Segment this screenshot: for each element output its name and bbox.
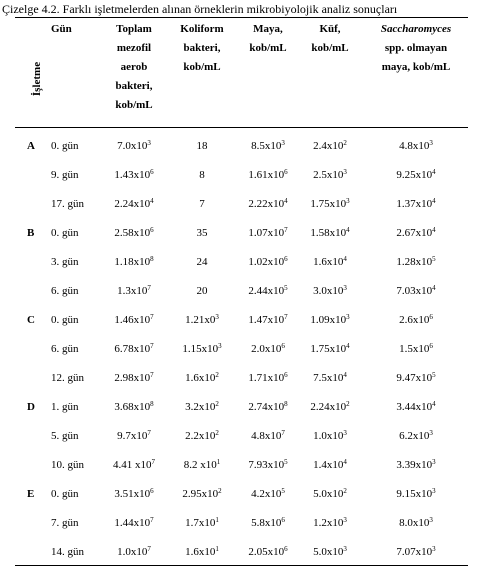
- value-exponent: 3: [432, 487, 436, 495]
- value-base: 1.3x10: [117, 285, 148, 297]
- table-row: [0, 248, 484, 277]
- value-cell: [238, 488, 298, 500]
- value-cell: [102, 256, 166, 268]
- value-cell: [238, 256, 298, 268]
- table-caption: Çizelge 4.2. Farklı işletmelerden alınan örneklerin mikrobiyolojik analiz sonuçları: [2, 2, 398, 16]
- value-cell: [366, 401, 466, 413]
- value-cell: [238, 227, 298, 239]
- value-exponent: 2: [218, 487, 222, 495]
- value-exponent: 6: [429, 313, 433, 321]
- value-base: 2.95x10: [182, 488, 219, 500]
- value-base: 1.6x10: [185, 372, 216, 384]
- value-base: 20: [196, 285, 208, 297]
- value-base: 1.71x10: [248, 372, 285, 384]
- value-cell: [302, 140, 358, 152]
- value-base: 1.75x10: [310, 198, 347, 210]
- value-exponent: 3: [218, 342, 222, 350]
- top-rule: [15, 17, 468, 18]
- value-exponent: 8: [150, 255, 154, 263]
- value-exponent: 4: [343, 255, 347, 263]
- table-row: [0, 393, 484, 422]
- value-exponent: 3: [147, 139, 151, 147]
- value-base: 6.78x10: [114, 343, 151, 355]
- value-cell: [175, 198, 229, 210]
- value-exponent: 2: [215, 429, 219, 437]
- value-cell: [238, 430, 298, 442]
- value-exponent: 7: [284, 313, 288, 321]
- value-exponent: 8: [150, 400, 154, 408]
- value-cell: [102, 401, 166, 413]
- value-base: 9.15x10: [396, 488, 433, 500]
- value-cell: [175, 546, 229, 558]
- value-cell: [366, 285, 466, 297]
- value-base: 4.8x10: [251, 430, 282, 442]
- value-base: 1.6x10: [185, 546, 216, 558]
- value-exponent: 6: [284, 168, 288, 176]
- value-base: 2.74x10: [248, 401, 285, 413]
- header-line: Küf,: [319, 23, 341, 35]
- group-label: D: [27, 401, 35, 413]
- table-row: [0, 335, 484, 364]
- day-cell: 6. gün: [51, 343, 79, 355]
- day-cell: 10. gün: [51, 459, 84, 471]
- value-exponent: 3: [432, 545, 436, 553]
- value-cell: [366, 546, 466, 558]
- value-cell: [302, 256, 358, 268]
- value-exponent: 3: [343, 168, 347, 176]
- value-cell: [366, 372, 466, 384]
- value-exponent: 7: [284, 226, 288, 234]
- value-base: 2.44x10: [248, 285, 285, 297]
- value-exponent: 7: [150, 371, 154, 379]
- group-label: E: [27, 488, 35, 500]
- day-cell: 0. gün: [51, 227, 79, 239]
- value-cell: [102, 430, 166, 442]
- header-non-saccharomyces: [366, 20, 466, 77]
- value-exponent: 4: [343, 458, 347, 466]
- value-exponent: 3: [429, 429, 433, 437]
- group-label: B: [27, 227, 35, 239]
- value-exponent: 3: [343, 545, 347, 553]
- value-base: 1.61x10: [248, 169, 285, 181]
- table-row: [0, 277, 484, 306]
- table-row: [0, 480, 484, 509]
- value-base: 2.4x10: [313, 140, 344, 152]
- value-base: 8: [199, 169, 205, 181]
- value-base: 7.03x10: [396, 285, 433, 297]
- header-line: maya, kob/mL: [381, 61, 451, 73]
- value-exponent: 6: [150, 487, 154, 495]
- value-cell: [175, 314, 229, 326]
- value-base: 3.68x10: [114, 401, 151, 413]
- value-cell: [302, 343, 358, 355]
- header-total-mesophilic: [102, 20, 166, 115]
- value-exponent: 2: [343, 487, 347, 495]
- value-cell: [302, 430, 358, 442]
- value-base: 9.7x10: [117, 430, 148, 442]
- table-row: [0, 161, 484, 190]
- value-cell: [366, 430, 466, 442]
- value-base: 1.21x0: [185, 314, 216, 326]
- value-base: 5.8x10: [251, 517, 282, 529]
- value-exponent: 3: [281, 139, 285, 147]
- value-base: 5.0x10: [313, 546, 344, 558]
- value-base: 8.2 x10: [183, 459, 217, 471]
- value-base: 1.28x10: [396, 256, 433, 268]
- value-exponent: 3: [343, 429, 347, 437]
- header-line: spp. olmayan: [384, 42, 448, 54]
- value-exponent: 4: [284, 197, 288, 205]
- value-cell: [238, 546, 298, 558]
- value-base: 9.25x10: [396, 169, 433, 181]
- value-exponent: 8: [284, 400, 288, 408]
- value-exponent: 1: [215, 545, 219, 553]
- value-base: 1.46x10: [114, 314, 151, 326]
- day-cell: 9. gün: [51, 169, 79, 181]
- value-exponent: 3: [215, 313, 219, 321]
- value-exponent: 6: [281, 516, 285, 524]
- header-gun: Gün: [51, 23, 72, 35]
- value-base: 1.09x10: [310, 314, 347, 326]
- day-cell: 6. gün: [51, 285, 79, 297]
- value-base: 7.0x10: [117, 140, 148, 152]
- value-cell: [175, 256, 229, 268]
- value-cell: [175, 517, 229, 529]
- day-cell: 3. gün: [51, 256, 79, 268]
- value-base: 2.05x10: [248, 546, 285, 558]
- value-base: 1.02x10: [248, 256, 285, 268]
- header-line: kob/mL: [311, 42, 349, 54]
- header-coliform: [175, 20, 229, 77]
- value-cell: [238, 343, 298, 355]
- value-base: 7: [199, 198, 205, 210]
- value-cell: [366, 169, 466, 181]
- value-cell: [302, 459, 358, 471]
- value-cell: [175, 372, 229, 384]
- value-cell: [238, 459, 298, 471]
- value-base: 2.24x10: [310, 401, 347, 413]
- value-cell: [302, 517, 358, 529]
- value-exponent: 6: [429, 342, 433, 350]
- value-base: 2.0x10: [251, 343, 282, 355]
- value-exponent: 4: [346, 226, 350, 234]
- value-base: 1.0x10: [313, 430, 344, 442]
- value-cell: [238, 169, 298, 181]
- value-cell: [238, 140, 298, 152]
- day-cell: 0. gün: [51, 488, 79, 500]
- value-base: 5.0x10: [313, 488, 344, 500]
- value-exponent: 3: [429, 139, 433, 147]
- value-cell: [302, 372, 358, 384]
- value-exponent: 4: [343, 371, 347, 379]
- value-base: 7.93x10: [248, 459, 285, 471]
- group-label: A: [27, 140, 35, 152]
- header-rule: [15, 127, 468, 128]
- value-cell: [366, 459, 466, 471]
- group-label: C: [27, 314, 35, 326]
- value-exponent: 2: [215, 371, 219, 379]
- header-line: kob/mL: [115, 99, 153, 111]
- header-isletme: İşletme: [31, 61, 43, 97]
- value-cell: [366, 343, 466, 355]
- value-exponent: 4: [346, 342, 350, 350]
- day-cell: 0. gün: [51, 140, 79, 152]
- value-base: 3.0x10: [313, 285, 344, 297]
- value-exponent: 4: [432, 197, 436, 205]
- header-mold: [302, 20, 358, 58]
- value-base: 2.22x10: [248, 198, 285, 210]
- value-base: 8.5x10: [251, 140, 282, 152]
- value-cell: [366, 227, 466, 239]
- day-cell: 12. gün: [51, 372, 84, 384]
- value-base: 2.67x10: [396, 227, 433, 239]
- value-exponent: 7: [150, 516, 154, 524]
- header-yeast: [238, 20, 298, 58]
- value-cell: [102, 169, 166, 181]
- value-base: 1.18x10: [114, 256, 151, 268]
- value-exponent: 3: [429, 516, 433, 524]
- table-row: [0, 132, 484, 161]
- value-base: 1.2x10: [313, 517, 344, 529]
- value-cell: [366, 314, 466, 326]
- value-exponent: 4: [432, 400, 436, 408]
- value-exponent: 6: [281, 342, 285, 350]
- value-base: 3.51x10: [114, 488, 151, 500]
- value-base: 1.0x10: [117, 546, 148, 558]
- value-cell: [175, 430, 229, 442]
- value-base: 2.2x10: [185, 430, 216, 442]
- table-row: [0, 422, 484, 451]
- value-base: 1.58x10: [310, 227, 347, 239]
- day-cell: 14. gün: [51, 546, 84, 558]
- value-base: 1.07x10: [248, 227, 285, 239]
- value-base: 7.07x10: [396, 546, 433, 558]
- header-line: bakteri,: [115, 80, 153, 92]
- value-base: 3.2x10: [185, 401, 216, 413]
- value-exponent: 6: [150, 226, 154, 234]
- value-exponent: 2: [215, 400, 219, 408]
- value-cell: [102, 517, 166, 529]
- value-base: 24: [196, 256, 208, 268]
- value-cell: [238, 314, 298, 326]
- value-exponent: 6: [284, 545, 288, 553]
- day-cell: 17. gün: [51, 198, 84, 210]
- value-exponent: 4: [432, 168, 436, 176]
- value-base: 2.98x10: [114, 372, 151, 384]
- value-base: 2.58x10: [114, 227, 151, 239]
- header-line: kob/mL: [183, 61, 221, 73]
- value-cell: [302, 227, 358, 239]
- value-exponent: 5: [281, 487, 285, 495]
- value-base: 18: [196, 140, 208, 152]
- value-cell: [102, 314, 166, 326]
- value-base: 3.39x10: [396, 459, 433, 471]
- value-base: 1.5x10: [399, 343, 430, 355]
- value-cell: [175, 488, 229, 500]
- value-cell: [302, 285, 358, 297]
- value-exponent: 4: [432, 226, 436, 234]
- value-cell: [102, 198, 166, 210]
- value-cell: [302, 546, 358, 558]
- value-exponent: 6: [284, 255, 288, 263]
- value-exponent: 5: [432, 371, 436, 379]
- value-exponent: 7: [150, 313, 154, 321]
- value-cell: [238, 517, 298, 529]
- value-exponent: 6: [150, 168, 154, 176]
- header-line: Toplam: [116, 23, 152, 35]
- value-cell: [102, 227, 166, 239]
- value-base: 1.7x10: [185, 517, 216, 529]
- table-row: [0, 306, 484, 335]
- value-cell: [175, 140, 229, 152]
- value-exponent: 5: [284, 284, 288, 292]
- value-exponent: 7: [147, 284, 151, 292]
- value-cell: [302, 314, 358, 326]
- value-exponent: 3: [343, 284, 347, 292]
- value-cell: [366, 256, 466, 268]
- value-base: 4.41 x10: [113, 459, 152, 471]
- value-base: 2.6x10: [399, 314, 430, 326]
- value-base: 35: [196, 227, 208, 239]
- value-cell: [175, 459, 229, 471]
- value-base: 4.2x10: [251, 488, 282, 500]
- value-exponent: 2: [343, 139, 347, 147]
- value-base: 2.24x10: [114, 198, 151, 210]
- value-cell: [302, 169, 358, 181]
- value-cell: [302, 198, 358, 210]
- value-cell: [366, 140, 466, 152]
- table-row: [0, 451, 484, 480]
- header-line: Koliform: [180, 23, 224, 35]
- value-cell: [366, 517, 466, 529]
- value-base: 1.37x10: [396, 198, 433, 210]
- value-exponent: 7: [281, 429, 285, 437]
- value-exponent: 3: [343, 516, 347, 524]
- value-exponent: 7: [151, 458, 155, 466]
- value-base: 9.47x10: [396, 372, 433, 384]
- value-cell: [102, 343, 166, 355]
- header-line: kob/mL: [249, 42, 287, 54]
- value-exponent: 7: [147, 429, 151, 437]
- value-cell: [102, 285, 166, 297]
- value-cell: [175, 285, 229, 297]
- day-cell: 0. gün: [51, 314, 79, 326]
- value-cell: [238, 372, 298, 384]
- value-cell: [175, 227, 229, 239]
- value-base: 1.75x10: [310, 343, 347, 355]
- value-cell: [302, 401, 358, 413]
- value-cell: [102, 140, 166, 152]
- header-line: mezofil: [116, 42, 152, 54]
- header-line: Maya,: [253, 23, 283, 35]
- value-exponent: 7: [147, 545, 151, 553]
- table-row: [0, 219, 484, 248]
- value-exponent: 7: [150, 342, 154, 350]
- value-cell: [102, 372, 166, 384]
- value-cell: [102, 546, 166, 558]
- value-cell: [302, 488, 358, 500]
- value-base: 2.5x10: [313, 169, 344, 181]
- value-exponent: 2: [346, 400, 350, 408]
- value-base: 8.0x10: [399, 517, 430, 529]
- value-base: 1.6x10: [313, 256, 344, 268]
- day-cell: 5. gün: [51, 430, 79, 442]
- value-cell: [238, 285, 298, 297]
- value-base: 1.4x10: [313, 459, 344, 471]
- value-cell: [238, 401, 298, 413]
- header-line: Saccharomyces: [380, 23, 452, 35]
- value-exponent: 5: [284, 458, 288, 466]
- header-line: aerob: [120, 61, 148, 73]
- value-exponent: 3: [346, 197, 350, 205]
- value-base: 1.43x10: [114, 169, 151, 181]
- value-exponent: 1: [215, 516, 219, 524]
- value-exponent: 4: [432, 284, 436, 292]
- value-cell: [102, 488, 166, 500]
- value-base: 6.2x10: [399, 430, 430, 442]
- value-cell: [175, 343, 229, 355]
- value-base: 3.44x10: [396, 401, 433, 413]
- table-row: [0, 364, 484, 393]
- value-base: 4.8x10: [399, 140, 430, 152]
- table-row: [0, 538, 484, 567]
- table-row: [0, 190, 484, 219]
- value-cell: [366, 198, 466, 210]
- value-base: 1.44x10: [114, 517, 151, 529]
- value-exponent: 1: [216, 458, 221, 466]
- day-cell: 1. gün: [51, 401, 79, 413]
- header-line: bakteri,: [183, 42, 221, 54]
- table-row: [0, 509, 484, 538]
- value-base: 7.5x10: [313, 372, 344, 384]
- value-exponent: 3: [346, 313, 350, 321]
- value-exponent: 3: [432, 458, 436, 466]
- day-cell: 7. gün: [51, 517, 79, 529]
- value-cell: [102, 459, 166, 471]
- value-cell: [238, 198, 298, 210]
- value-exponent: 5: [432, 255, 436, 263]
- value-exponent: 4: [150, 197, 154, 205]
- value-base: 1.15x10: [182, 343, 219, 355]
- value-base: 1.47x10: [248, 314, 285, 326]
- value-exponent: 6: [284, 371, 288, 379]
- value-cell: [366, 488, 466, 500]
- value-cell: [175, 169, 229, 181]
- value-cell: [175, 401, 229, 413]
